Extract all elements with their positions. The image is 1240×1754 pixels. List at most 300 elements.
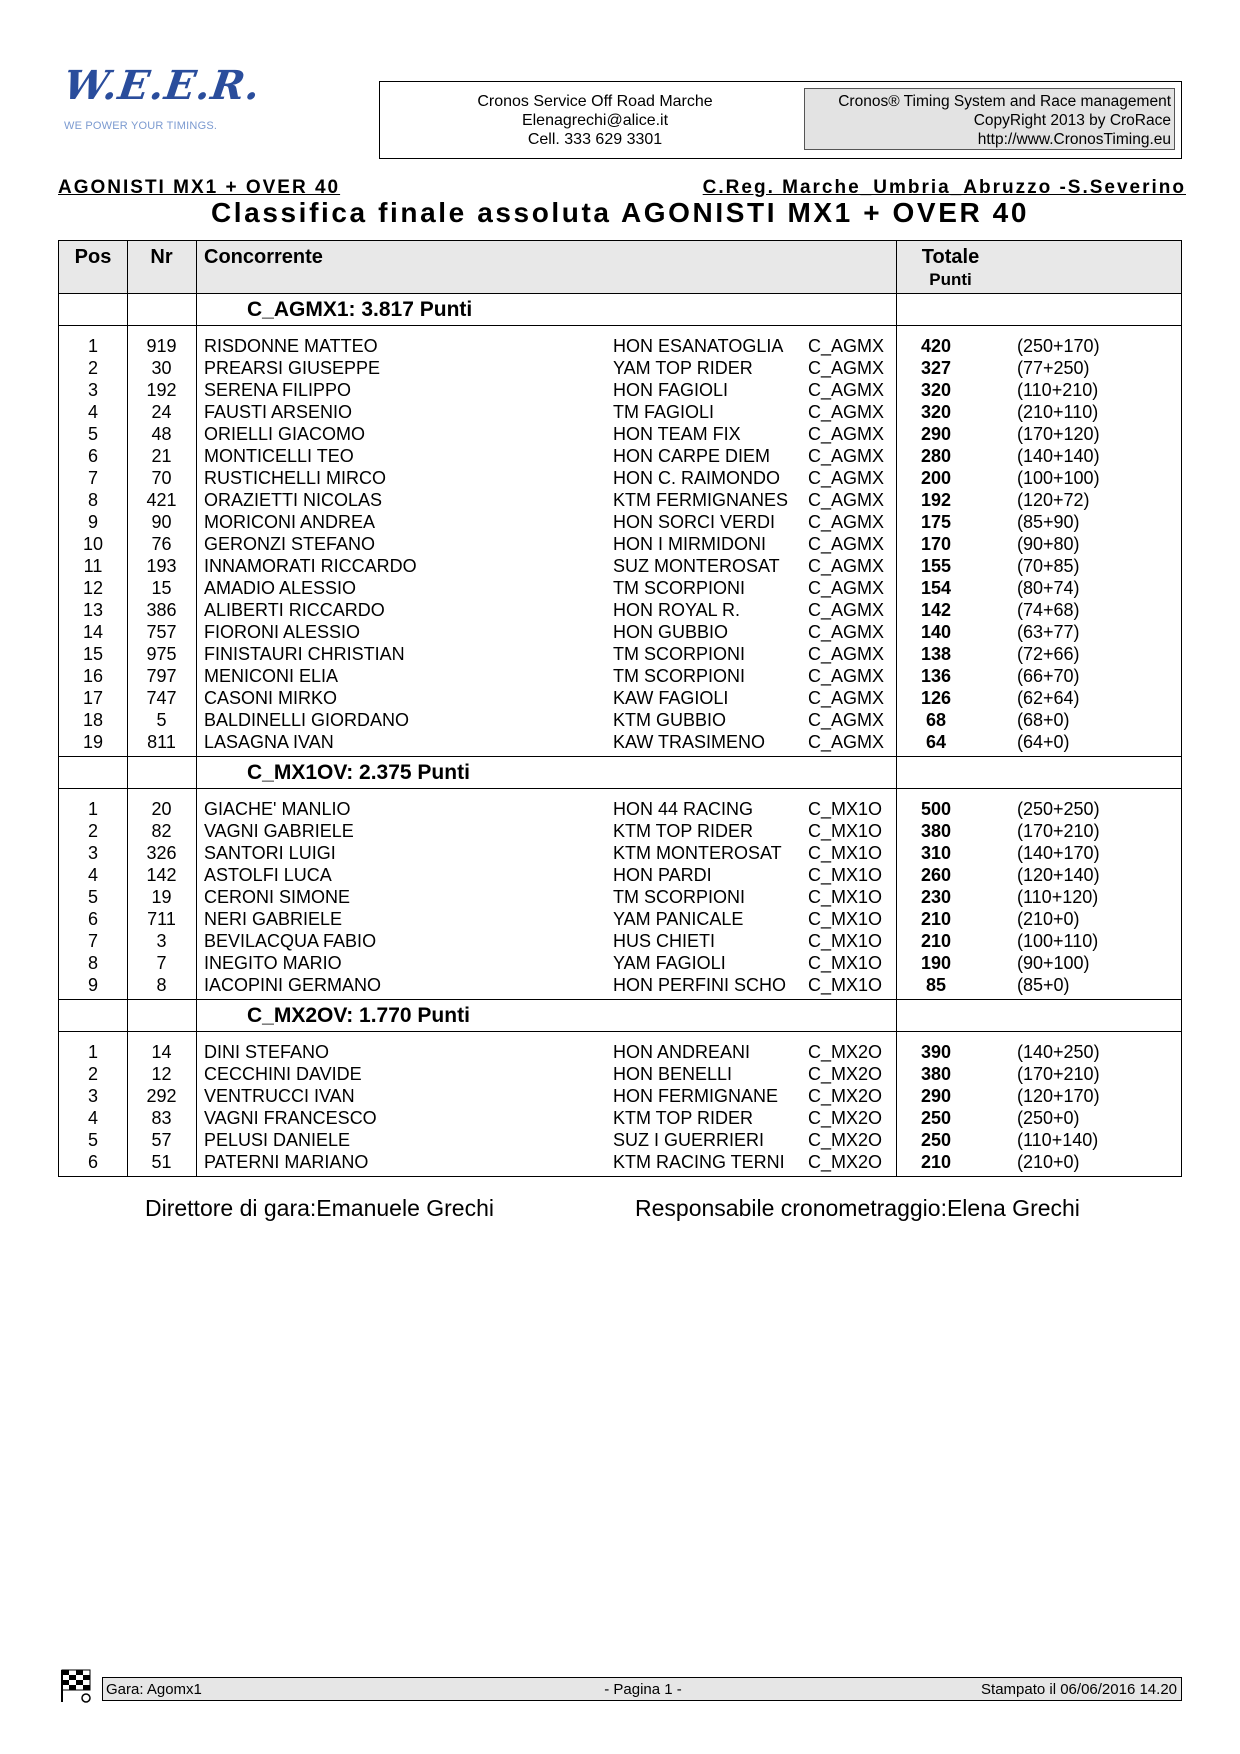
row-points: 154 — [920, 578, 952, 598]
row-number: 21 — [151, 446, 172, 466]
row-position: 5 — [87, 887, 98, 907]
table-row — [59, 577, 1181, 599]
table-row — [59, 864, 1181, 886]
row-position: 5 — [87, 424, 98, 444]
row-competitor: FINISTAURI CHRISTIAN — [204, 644, 405, 664]
table-row — [59, 1041, 1181, 1063]
row-team: HON PARDI — [613, 865, 712, 885]
row-position: 3 — [87, 843, 98, 863]
row-competitor: AMADIO ALESSIO — [204, 578, 357, 598]
row-competitor: SANTORI LUIGI — [204, 843, 336, 863]
table-row — [59, 798, 1181, 820]
row-team: HON C. RAIMONDO — [613, 468, 781, 488]
table-row — [59, 908, 1181, 930]
row-points: 230 — [920, 887, 952, 907]
row-number: 90 — [151, 512, 172, 532]
row-points-detail: (80+74) — [1017, 578, 1080, 598]
row-number: 975 — [146, 644, 177, 664]
row-number: 15 — [151, 578, 172, 598]
row-number: 193 — [146, 556, 177, 576]
row-position: 6 — [87, 909, 98, 929]
row-number: 8 — [156, 975, 167, 995]
row-competitor: ALIBERTI RICCARDO — [204, 600, 385, 620]
row-points-detail: (110+120) — [1017, 887, 1099, 907]
row-team: KTM GUBBIO — [613, 710, 727, 730]
row-points: 380 — [920, 1064, 952, 1084]
row-points-detail: (63+77) — [1017, 622, 1080, 642]
row-team: HON FERMIGNANE — [613, 1086, 779, 1106]
row-competitor: RUSTICHELLI MIRCO — [204, 468, 387, 488]
row-team: TM SCORPIONI — [613, 666, 746, 686]
row-class: C_MX1O — [808, 931, 883, 951]
row-points: 85 — [925, 975, 947, 995]
row-position: 16 — [82, 666, 104, 686]
row-class: C_AGMX — [808, 490, 885, 510]
table-row — [59, 357, 1181, 379]
row-number: 24 — [151, 402, 172, 422]
row-points: 64 — [925, 732, 947, 752]
row-class: C_AGMX — [808, 578, 885, 598]
row-competitor: BALDINELLI GIORDANO — [204, 710, 410, 730]
row-points: 290 — [920, 424, 952, 444]
row-position: 8 — [87, 490, 98, 510]
column-header-nr: Nr — [150, 246, 173, 268]
table-row — [59, 1151, 1181, 1173]
row-class: C_MX2O — [808, 1042, 883, 1062]
row-class: C_MX1O — [808, 843, 883, 863]
row-competitor: PELUSI DANIELE — [204, 1130, 351, 1150]
row-points: 500 — [920, 799, 952, 819]
row-points-detail: (66+70) — [1017, 666, 1080, 686]
row-position: 9 — [87, 975, 98, 995]
row-number: 142 — [146, 865, 177, 885]
row-team: HON ANDREANI — [613, 1042, 751, 1062]
row-position: 6 — [87, 1152, 98, 1172]
row-position: 18 — [82, 710, 104, 730]
row-position: 6 — [87, 446, 98, 466]
row-position: 12 — [82, 578, 104, 598]
row-points-detail: (170+210) — [1017, 1064, 1100, 1084]
row-points: 210 — [920, 1152, 952, 1172]
row-points-detail: (110+210) — [1017, 380, 1099, 400]
table-row — [59, 930, 1181, 952]
table-row — [59, 709, 1181, 731]
table-row — [59, 335, 1181, 357]
row-position: 17 — [82, 688, 104, 708]
row-class: C_MX1O — [808, 887, 883, 907]
row-competitor: PREARSI GIUSEPPE — [204, 358, 381, 378]
row-points: 320 — [920, 380, 952, 400]
row-class: C_AGMX — [808, 600, 885, 620]
row-competitor: GIACHE' MANLIO — [204, 799, 351, 819]
column-header-name: Concorrente — [204, 246, 323, 268]
row-class: C_AGMX — [808, 380, 885, 400]
row-class: C_AGMX — [808, 710, 885, 730]
row-points-detail: (85+0) — [1017, 975, 1070, 995]
row-points: 190 — [920, 953, 952, 973]
results-table — [58, 240, 1182, 1177]
row-class: C_MX1O — [808, 799, 883, 819]
row-position: 7 — [87, 468, 98, 488]
row-competitor: RISDONNE MATTEO — [204, 336, 378, 356]
row-class: C_AGMX — [808, 556, 885, 576]
table-row — [59, 379, 1181, 401]
championship-heading: C.Reg. Marche_Umbria_Abruzzo -S.Severino — [702, 177, 1186, 198]
row-points: 200 — [920, 468, 952, 488]
row-team: HON ROYAL R. — [613, 600, 741, 620]
section-divider — [59, 756, 1181, 757]
row-points-detail: (120+170) — [1017, 1086, 1100, 1106]
table-row — [59, 820, 1181, 842]
table-row — [59, 1085, 1181, 1107]
section-title: C_MX1OV: 2.375 Punti — [247, 761, 470, 784]
row-number: 757 — [146, 622, 177, 642]
row-team: HON BENELLI — [613, 1064, 733, 1084]
row-competitor: INEGITO MARIO — [204, 953, 342, 973]
row-competitor: PATERNI MARIANO — [204, 1152, 369, 1172]
row-competitor: INNAMORATI RICCARDO — [204, 556, 417, 576]
row-team: KTM RACING TERNI — [613, 1152, 785, 1172]
row-points-detail: (64+0) — [1017, 732, 1070, 752]
row-position: 1 — [87, 1042, 98, 1062]
weer-logo — [60, 62, 264, 142]
table-row — [59, 687, 1181, 709]
row-points-detail: (62+64) — [1017, 688, 1080, 708]
row-team: KTM TOP RIDER — [613, 1108, 754, 1128]
row-points: 260 — [920, 865, 952, 885]
row-team: HON I MIRMIDONI — [613, 534, 766, 554]
organizer-phone: Cell. 333 629 3301 — [527, 131, 663, 148]
timing-system-box — [804, 88, 1175, 150]
row-competitor: VAGNI FRANCESCO — [204, 1108, 377, 1128]
row-competitor: MONTICELLI TEO — [204, 446, 354, 466]
section-divider — [59, 788, 1181, 789]
row-points: 192 — [920, 490, 952, 510]
system-line-3: http://www.CronosTiming.eu — [977, 131, 1171, 148]
row-class: C_AGMX — [808, 732, 885, 752]
row-number: 797 — [146, 666, 177, 686]
row-class: C_MX2O — [808, 1064, 883, 1084]
row-number: 747 — [146, 688, 177, 708]
table-row — [59, 401, 1181, 423]
timekeeper-signature: Responsabile cronometraggio:Elena Grechi — [635, 1195, 1080, 1221]
row-class: C_MX1O — [808, 821, 883, 841]
row-team: HON 44 RACING — [613, 799, 754, 819]
row-number: 82 — [151, 821, 172, 841]
row-position: 3 — [87, 1086, 98, 1106]
row-position: 4 — [87, 1108, 98, 1128]
row-class: C_AGMX — [808, 622, 885, 642]
row-points-detail: (140+140) — [1017, 446, 1100, 466]
organizer-box — [379, 81, 1182, 159]
row-team: TM SCORPIONI — [613, 644, 746, 664]
system-line-2: CopyRight 2013 by CroRace — [973, 112, 1171, 129]
row-position: 13 — [82, 600, 104, 620]
footer-race: Gara: Agomx1 — [106, 1681, 202, 1698]
row-points: 175 — [920, 512, 952, 532]
row-class: C_AGMX — [808, 402, 885, 422]
row-points-detail: (90+80) — [1017, 534, 1080, 554]
table-row — [59, 1107, 1181, 1129]
row-points: 140 — [920, 622, 952, 642]
row-position: 2 — [87, 821, 98, 841]
row-points: 310 — [920, 843, 952, 863]
row-team: KTM TOP RIDER — [613, 821, 754, 841]
row-competitor: ASTOLFI LUCA — [204, 865, 332, 885]
section-divider — [59, 1031, 1181, 1032]
row-number: 51 — [151, 1152, 172, 1172]
row-number: 326 — [146, 843, 177, 863]
row-class: C_AGMX — [808, 446, 885, 466]
row-number: 76 — [151, 534, 172, 554]
row-team: YAM FAGIOLI — [613, 953, 726, 973]
row-class: C_AGMX — [808, 336, 885, 356]
row-class: C_MX1O — [808, 865, 883, 885]
section-divider — [59, 999, 1181, 1000]
table-row — [59, 974, 1181, 996]
row-team: KAW FAGIOLI — [613, 688, 729, 708]
row-position: 9 — [87, 512, 98, 532]
row-competitor: MORICONI ANDREA — [204, 512, 376, 532]
header-divider — [59, 293, 1181, 294]
row-points: 155 — [920, 556, 952, 576]
system-line-1: Cronos® Timing System and Race management — [838, 93, 1171, 110]
table-row — [59, 511, 1181, 533]
row-class: C_MX2O — [808, 1086, 883, 1106]
row-points: 250 — [920, 1130, 952, 1150]
row-class: C_MX2O — [808, 1130, 883, 1150]
table-row — [59, 952, 1181, 974]
row-points-detail: (140+170) — [1017, 843, 1100, 863]
row-competitor: NERI GABRIELE — [204, 909, 343, 929]
row-points: 420 — [920, 336, 952, 356]
row-points: 68 — [925, 710, 947, 730]
row-number: 192 — [146, 380, 177, 400]
row-points-detail: (250+250) — [1017, 799, 1100, 819]
row-class: C_AGMX — [808, 512, 885, 532]
row-team: TM SCORPIONI — [613, 578, 746, 598]
table-row — [59, 665, 1181, 687]
row-points-detail: (250+0) — [1017, 1108, 1080, 1128]
row-competitor: IACOPINI GERMANO — [204, 975, 382, 995]
row-number: 711 — [147, 909, 176, 929]
row-team: YAM PANICALE — [613, 909, 744, 929]
organizer-email: Elenagrechi@alice.it — [521, 112, 669, 129]
row-competitor: MENICONI ELIA — [204, 666, 339, 686]
row-class: C_AGMX — [808, 534, 885, 554]
row-points-detail: (210+0) — [1017, 909, 1080, 929]
row-position: 8 — [87, 953, 98, 973]
row-points: 210 — [920, 909, 952, 929]
row-number: 811 — [147, 732, 176, 752]
row-position: 15 — [82, 644, 104, 664]
row-position: 2 — [87, 1064, 98, 1084]
row-competitor: VENTRUCCI IVAN — [204, 1086, 355, 1106]
row-points-detail: (250+170) — [1017, 336, 1100, 356]
row-class: C_MX2O — [808, 1152, 883, 1172]
table-row — [59, 555, 1181, 577]
table-row — [59, 489, 1181, 511]
row-team: TM SCORPIONI — [613, 887, 746, 907]
section-title: C_MX2OV: 1.770 Punti — [247, 1004, 470, 1027]
row-position: 7 — [87, 931, 98, 951]
section-title: C_AGMX1: 3.817 Punti — [247, 298, 473, 321]
row-points-detail: (210+0) — [1017, 1152, 1080, 1172]
row-points-detail: (74+68) — [1017, 600, 1080, 620]
row-number: 14 — [151, 1042, 172, 1062]
row-points-detail: (110+140) — [1017, 1130, 1099, 1150]
organizer-contact — [380, 92, 810, 149]
row-points-detail: (170+210) — [1017, 821, 1100, 841]
row-team: SUZ MONTEROSAT — [613, 556, 780, 576]
row-points-detail: (90+100) — [1017, 953, 1090, 973]
table-row — [59, 842, 1181, 864]
row-points: 290 — [920, 1086, 952, 1106]
row-team: KTM MONTEROSAT — [613, 843, 782, 863]
row-number: 83 — [151, 1108, 172, 1128]
row-points: 138 — [920, 644, 952, 664]
row-number: 70 — [151, 468, 172, 488]
row-number: 7 — [156, 953, 167, 973]
row-competitor: VAGNI GABRIELE — [204, 821, 354, 841]
row-points: 327 — [920, 358, 952, 378]
row-points-detail: (77+250) — [1017, 358, 1090, 378]
row-competitor: FIORONI ALESSIO — [204, 622, 361, 642]
row-points-detail: (100+110) — [1017, 931, 1099, 951]
row-team: YAM TOP RIDER — [613, 358, 753, 378]
row-number: 5 — [156, 710, 167, 730]
column-header-points: Punti — [929, 270, 972, 289]
row-points-detail: (72+66) — [1017, 644, 1080, 664]
footer-print-date: Stampato il 06/06/2016 14.20 — [981, 1681, 1177, 1698]
row-points: 380 — [920, 821, 952, 841]
row-class: C_AGMX — [808, 468, 885, 488]
row-team: HON GUBBIO — [613, 622, 729, 642]
row-points: 210 — [920, 931, 952, 951]
row-competitor: SERENA FILIPPO — [204, 380, 352, 400]
table-row — [59, 1063, 1181, 1085]
row-team: TM FAGIOLI — [613, 402, 715, 422]
row-class: C_AGMX — [808, 424, 885, 444]
table-row — [59, 533, 1181, 555]
row-team: HON SORCI VERDI — [613, 512, 776, 532]
row-number: 919 — [146, 336, 177, 356]
row-number: 30 — [151, 358, 172, 378]
row-points-detail: (140+250) — [1017, 1042, 1100, 1062]
row-team: SUZ I GUERRIERI — [613, 1130, 765, 1150]
row-class: C_AGMX — [808, 644, 885, 664]
row-class: C_AGMX — [808, 666, 885, 686]
row-class: C_AGMX — [808, 358, 885, 378]
row-team: KAW TRASIMENO — [613, 732, 766, 752]
row-class: C_MX2O — [808, 1108, 883, 1128]
row-number: 57 — [151, 1130, 172, 1150]
row-position: 10 — [82, 534, 104, 554]
row-position: 14 — [82, 622, 104, 642]
race-director-signature: Direttore di gara:Emanuele Grechi — [145, 1195, 494, 1221]
row-competitor: GERONZI STEFANO — [204, 534, 376, 554]
checkered-flag-icon — [58, 1668, 94, 1704]
row-class: C_MX1O — [808, 975, 883, 995]
row-competitor: CASONI MIRKO — [204, 688, 338, 708]
row-position: 1 — [87, 336, 98, 356]
table-row — [59, 599, 1181, 621]
row-number: 292 — [146, 1086, 177, 1106]
row-competitor: CECCHINI DAVIDE — [204, 1064, 362, 1084]
table-row — [59, 643, 1181, 665]
row-points: 142 — [920, 600, 952, 620]
row-competitor: DINI STEFANO — [204, 1042, 330, 1062]
table-row — [59, 467, 1181, 489]
row-number: 386 — [146, 600, 177, 620]
row-team: HON FAGIOLI — [613, 380, 729, 400]
row-competitor: CERONI SIMONE — [204, 887, 351, 907]
row-position: 2 — [87, 358, 98, 378]
row-position: 11 — [83, 556, 103, 576]
row-number: 48 — [151, 424, 172, 444]
row-number: 12 — [151, 1064, 172, 1084]
row-points: 390 — [920, 1042, 952, 1062]
row-position: 5 — [87, 1130, 98, 1150]
row-class: C_MX1O — [808, 909, 883, 929]
row-team: HON ESANATOGLIA — [613, 336, 784, 356]
row-points-detail: (120+72) — [1017, 490, 1090, 510]
row-points-detail: (70+85) — [1017, 556, 1080, 576]
row-points: 280 — [920, 446, 952, 466]
footer-page-number: - Pagina 1 - — [604, 1681, 682, 1698]
row-points-detail: (85+90) — [1017, 512, 1080, 532]
row-points-detail: (68+0) — [1017, 710, 1070, 730]
table-row — [59, 423, 1181, 445]
row-competitor: ORAZIETTI NICOLAS — [204, 490, 383, 510]
column-header-total: Totale — [921, 246, 980, 268]
row-points: 250 — [920, 1108, 952, 1128]
row-number: 19 — [151, 887, 172, 907]
row-points: 136 — [920, 666, 952, 686]
row-points: 320 — [920, 402, 952, 422]
row-competitor: FAUSTI ARSENIO — [204, 402, 353, 422]
row-position: 1 — [87, 799, 98, 819]
row-position: 19 — [82, 732, 104, 752]
row-position: 3 — [87, 380, 98, 400]
row-competitor: BEVILACQUA FABIO — [204, 931, 377, 951]
table-row — [59, 886, 1181, 908]
table-row — [59, 621, 1181, 643]
row-points-detail: (170+120) — [1017, 424, 1100, 444]
row-class: C_MX1O — [808, 953, 883, 973]
row-points-detail: (100+100) — [1017, 468, 1100, 488]
row-competitor: LASAGNA IVAN — [204, 732, 334, 752]
table-row — [59, 445, 1181, 467]
row-competitor: ORIELLI GIACOMO — [204, 424, 366, 444]
row-points-detail: (120+140) — [1017, 865, 1100, 885]
row-team: HUS CHIETI — [613, 931, 716, 951]
row-number: 3 — [156, 931, 167, 951]
row-number: 20 — [151, 799, 172, 819]
logo-text: W.E.E.R. — [60, 62, 264, 109]
table-row — [59, 731, 1181, 753]
table-row — [59, 1129, 1181, 1151]
row-position: 4 — [87, 865, 98, 885]
row-team: HON CARPE DIEM — [613, 446, 771, 466]
page-title: Classifica finale assoluta AGONISTI MX1 + OVER 40 — [210, 197, 1030, 228]
row-team: KTM FERMIGNANES — [613, 490, 789, 510]
row-points-detail: (210+110) — [1017, 402, 1099, 422]
page-footer — [102, 1677, 1182, 1701]
column-header-pos: Pos — [74, 246, 112, 268]
category-heading: AGONISTI MX1 + OVER 40 — [58, 177, 341, 198]
row-class: C_AGMX — [808, 688, 885, 708]
